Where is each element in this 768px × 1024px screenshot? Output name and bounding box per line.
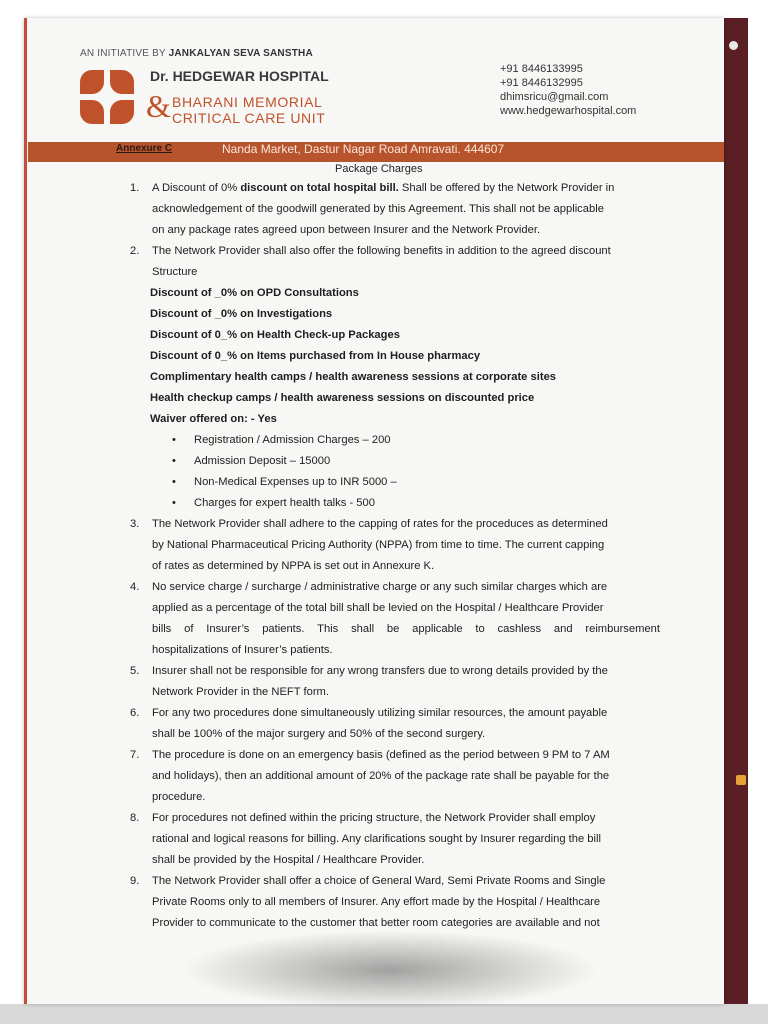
hospital-name: Dr. HEDGEWAR HOSPITAL (150, 68, 329, 84)
benefit-line: Waiver offered on: - Yes (150, 413, 277, 425)
clause-line: Structure (152, 266, 198, 278)
clause-line: Network Provider in the NEFT form. (152, 686, 329, 698)
text-run: A Discount of 0% (152, 182, 241, 194)
address-text: Nanda Market, Dastur Nagar Road Amravati. 444607 (222, 142, 505, 156)
clause-line: shall be provided by the Hospital / Healthcare Provider. (152, 854, 425, 866)
hospital-subname (172, 94, 325, 126)
annexure-label: Annexure C (116, 143, 173, 154)
website: www.hedgewarhospital.com (500, 105, 637, 117)
clause-line: applied as a percentage of the total bill shall be levied on the Hospital / Healthcare Provider (152, 602, 604, 614)
clause-line: shall be 100% of the major surgery and 50% of the second surgery. (152, 728, 486, 740)
clause-9 (130, 871, 660, 934)
list-item: • Charges for expert health talks - 500 (172, 493, 660, 514)
benefit-line: Discount of 0_% on Items purchased from In House pharmacy (150, 350, 481, 362)
clause-number: 6. (130, 707, 140, 719)
clause-3 (130, 514, 660, 577)
clause-7 (130, 745, 660, 808)
ampersand-mark: & (146, 88, 171, 124)
page-edge-stripe (24, 18, 27, 1004)
clause-number: 1. (130, 182, 140, 194)
text-run: Shall be offered by the Network Provider in (398, 182, 615, 194)
list-item: • Non-Medical Expenses up to INR 5000 – (172, 472, 660, 493)
clause-line: acknowledgement of the goodwill generated by this Agreement. This shall not be applicable (152, 203, 604, 215)
clause-number: 3. (130, 518, 140, 530)
clause-line: on any package rates agreed upon between Insurer and the Network Provider. (152, 224, 541, 236)
clause-number: 9. (130, 875, 140, 887)
benefit-line: Health checkup camps / health awareness sessions on discounted price (150, 392, 535, 404)
initiative-prefix: AN INITIATIVE BY (80, 48, 166, 59)
clause-line: of rates as determined by NPPA is set out in Annexure K. (152, 560, 435, 572)
clause-4 (130, 577, 660, 661)
subname-line-1: BHARANI MEMORIAL (172, 94, 323, 110)
clause-number: 7. (130, 749, 140, 761)
clause-2 (130, 241, 660, 514)
clause-line: No service charge / surcharge / administrative charge or any such similar charges which are (152, 581, 608, 593)
clause-line: by National Pharmaceutical Pricing Authority (NPPA) from time to time. The current capping (152, 539, 605, 551)
clause-line: Provider to communicate to the customer that better room categories are available and not (152, 917, 600, 929)
waiver-list (172, 430, 660, 514)
clause-line: Insurer shall not be responsible for any wrong transfers due to wrong details provided by the (152, 665, 608, 677)
subname-line-2: CRITICAL CARE UNIT (172, 110, 326, 126)
hospital-logo-icon (80, 70, 140, 126)
clause-line: rational and logical reasons for billing. Any clarifications sought by Insurer regarding the bill (152, 833, 601, 845)
clause-number: 5. (130, 665, 140, 677)
clause-1 (130, 178, 660, 241)
clause-line: For any two procedures done simultaneously utilizing similar resources, the amount payable (152, 707, 608, 719)
clause-number: 4. (130, 581, 140, 593)
email: dhimsricu@gmail.com (500, 91, 609, 103)
clause-line: hospitalizations of Insurer’s patients. (152, 644, 333, 656)
clause-number: 8. (130, 812, 140, 824)
clause-line: bills of Insurer’s patients. This shall be applicable to cashless and reimbursement (152, 623, 660, 635)
list-item: • Registration / Admission Charges – 200 (172, 430, 660, 451)
page-title: Package Charges (335, 163, 423, 175)
initiative-line (80, 48, 313, 59)
clause-line: The Network Provider shall also offer the following benefits in addition to the agreed discount (152, 245, 611, 257)
phone-1: +91 8446133995 (500, 63, 583, 75)
initiative-org: JANKALYAN SEVA SANSTHA (168, 48, 313, 59)
bold-run: discount on total hospital bill. (240, 182, 399, 194)
clause-line: For procedures not defined within the pricing structure, the Network Provider shall employ (152, 812, 596, 824)
clause-5 (130, 661, 660, 703)
background-edge (722, 18, 748, 1008)
benefit-line: Discount of _0% on Investigations (150, 308, 333, 320)
list-item: • Admission Deposit – 15000 (172, 451, 660, 472)
clause-line: The Network Provider shall offer a choice of General Ward, Semi Private Rooms and Single (152, 875, 606, 887)
clause-line: Private Rooms only to all members of Insurer. Any effort made by the Hospital / Healthcare (152, 896, 601, 908)
benefit-line: Discount of _0% on OPD Consultations (150, 287, 359, 299)
contact-block (500, 62, 636, 118)
document-body (130, 178, 660, 934)
clause-6 (130, 703, 660, 745)
clause-line: procedure. (152, 791, 206, 803)
clause-line: and holidays), then an additional amount of 20% of the package rate shall be payable for the (152, 770, 610, 782)
punch-hole-icon (729, 41, 738, 50)
phone-2: +91 8446132995 (500, 77, 583, 89)
camera-shadow (180, 930, 600, 1010)
clause-line (152, 178, 660, 199)
tab-marker-icon (736, 775, 746, 785)
benefit-line: Complimentary health camps / health awareness sessions at corporate sites (150, 371, 557, 383)
benefit-line: Discount of 0_% on Health Check-up Packages (150, 329, 400, 341)
clause-line: The Network Provider shall adhere to the capping of rates for the proceduces as determined (152, 518, 608, 530)
clause-8 (130, 808, 660, 871)
clause-number: 2. (130, 245, 140, 257)
clause-line: The procedure is done on an emergency basis (defined as the period between 9 PM to 7 AM (152, 749, 610, 761)
